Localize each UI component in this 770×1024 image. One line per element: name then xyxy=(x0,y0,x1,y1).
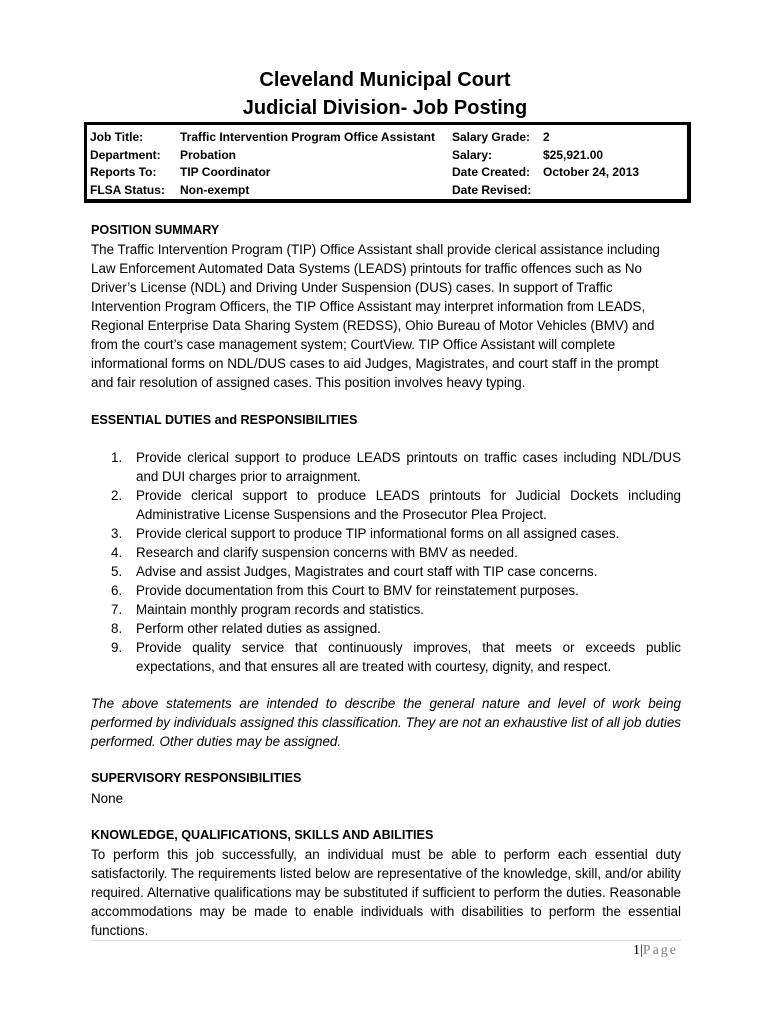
salary-label: Salary: xyxy=(452,148,493,162)
supervisory-text: None xyxy=(91,791,124,806)
page-footer xyxy=(633,943,678,959)
knowledge-heading: KNOWLEDGE, QUALIFICATIONS, SKILLS AND ABILITIES xyxy=(91,828,434,842)
document-title: Cleveland Municipal Court xyxy=(259,69,511,91)
position-summary-text: The Traffic Intervention Program (TIP) Office Assistant shall provide clerical assistance including Law Enforcement Automated Data Systems (LEADS) printouts for traffic offences such as No Driver’s License (NDL) and Driving Under Suspension (DUS) cases. In support of Traffic Intervention Program Officers, the TIP Office Assistant may interpret information from LEADS, Regional Enterprise Data Sharing System (REDSS), Ohio Bureau of Motor Vehicles (BMV) and from the court’s case management system; CourtView. TIP Office Assistant will complete informational forms on NDL/DUS cases to aid Judges, Magistrates, and court staff in the prompt and fair resolution of assigned cases. This position involves heavy typing. xyxy=(91,242,660,390)
supervisory-heading: SUPERVISORY RESPONSIBILITIES xyxy=(91,771,302,785)
job-info-box xyxy=(84,122,691,203)
salary-grade-label: Salary Grade: xyxy=(452,130,531,144)
flsa-status-label: FLSA Status: xyxy=(90,183,165,197)
salary-value: $25,921.00 xyxy=(543,148,604,162)
document-subtitle: Judicial Division- Job Posting xyxy=(242,97,528,119)
list-item: 1. Provide clerical support to produce LEADS printouts on traffic cases including NDL/DUS and DUI charges prior to arraignment. xyxy=(111,450,681,484)
knowledge-text: To perform this job successfully, an individual must be able to perform each essential duty satisfactorily. The requirements listed below are representative of the knowledge, skill, and/or ability required. Alternative qualifications may be substituted if sufficient to perform the duties. Reasonable accommodations may be made to enable individuals with disabilities to perform the essential functions. xyxy=(91,847,681,938)
list-item: 4. Research and clarify suspension concerns with BMV as needed. xyxy=(111,545,518,560)
list-item: 8. Perform other related duties as assigned. xyxy=(111,621,381,636)
page-number: 1 xyxy=(632,943,640,958)
list-item: 7. Maintain monthly program records and statistics. xyxy=(111,602,425,617)
duties-list xyxy=(91,448,681,676)
job-title-value: Traffic Intervention Program Office Assistant xyxy=(180,130,435,144)
page-separator: | xyxy=(639,943,643,958)
duties-disclaimer: The above statements are intended to describe the general nature and level of work being performed by individuals assigned this classification. They are not an exhaustive list of all job duties performed. Other duties may be assigned. xyxy=(91,696,681,749)
reports-to-label: Reports To: xyxy=(90,165,157,179)
page-word: Page xyxy=(642,943,678,958)
department-label: Department: xyxy=(90,148,161,162)
duties-heading: ESSENTIAL DUTIES and RESPONSIBILITIES xyxy=(91,413,358,427)
list-item: 2. Provide clerical support to produce LEADS printouts for Judicial Dockets including Administrative License Suspensions and the Prosecutor Plea Project. xyxy=(111,488,681,522)
date-created-value: October 24, 2013 xyxy=(543,165,640,179)
date-created-label: Date Created: xyxy=(452,165,531,179)
flsa-status-value: Non-exempt xyxy=(180,183,250,197)
footer-divider xyxy=(91,940,681,941)
salary-grade-value: 2 xyxy=(543,130,550,144)
position-summary-heading: POSITION SUMMARY xyxy=(91,223,220,237)
list-item: 5. Advise and assist Judges, Magistrates and court staff with TIP case concerns. xyxy=(111,564,598,579)
list-item: 3. Provide clerical support to produce TIP informational forms on all assigned cases. xyxy=(111,526,620,541)
department-value: Probation xyxy=(180,148,236,162)
job-title-label: Job Title: xyxy=(90,130,144,144)
list-item: 6. Provide documentation from this Court to BMV for reinstatement purposes. xyxy=(111,583,579,598)
reports-to-value: TIP Coordinator xyxy=(180,165,271,179)
date-revised-label: Date Revised: xyxy=(452,183,532,197)
list-item: 9. Provide quality service that continuously improves, that meets or exceeds public expectations, and that ensures all are treated with courtesy, dignity, and respect. xyxy=(111,640,681,674)
